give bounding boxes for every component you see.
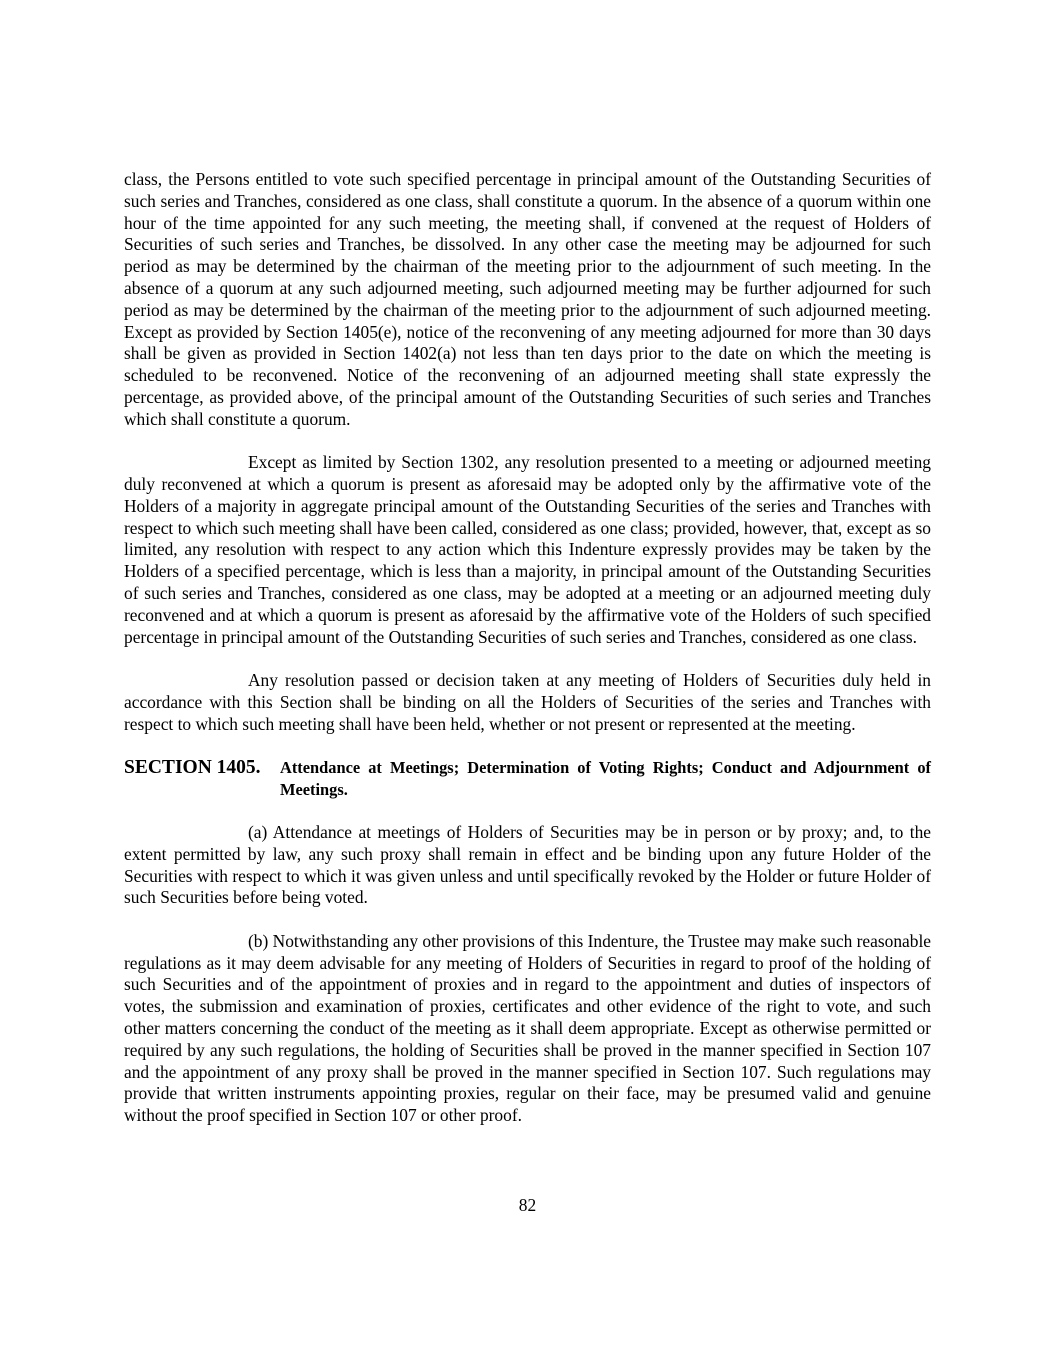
document-body xyxy=(124,169,931,1149)
page-number: 82 xyxy=(518,1195,537,1215)
paragraph-quorum: class, the Persons entitled to vote such specified percentage in principal amount of the Outstanding Securities of such series and Tranches, considered as one class, shall constitute a quorum. In the absence of a quorum within one hour of the time appointed for any such meeting, the meeting shall, if convened at the request of Holders of Securities of such series and Tranches, be dissolved. In any other case the meeting may be adjourned for such period as may be determined by the chairman of the meeting prior to the adjournment of such meeting. In the absence of a quorum at any such adjourned meeting, such adjourned meeting may be further adjourned for such period as may be determined by the chairman of the meeting prior to the adjournment of such adjourned meeting. Except as provided by Section 1405(e), notice of the reconvening of any meeting adjourned for more than 30 days shall be given as provided in Section 1402(a) not less than ten days prior to the date on which the meeting is scheduled to be reconvened. Notice of the reconvening of an adjourned meeting shall state expressly the percentage, as provided above, of the principal amount of the Outstanding Securities of such series and Tranches which shall constitute a quorum. xyxy=(124,169,931,429)
section-heading xyxy=(124,757,931,801)
paragraph-attendance: (a) Attendance at meetings of Holders of Securities may be in person or by proxy; and, to the extent permitted by law, any such proxy shall remain in effect and be binding upon any future Holder of the Securities with respect to which it was given unless and until specifically revoked by the Holder or future Holder of such Securities before being voted. xyxy=(124,822,931,908)
paragraph-resolution-binding: Any resolution passed or decision taken at any meeting of Holders of Securities duly held in accordance with this Section shall be binding on all the Holders of Securities of the series and Tranches with respect to which such meeting shall have been held, whether or not present or represented at the meeting. xyxy=(124,669,931,734)
paragraph-resolution-vote: Except as limited by Section 1302, any resolution presented to a meeting or adjourned meeting duly reconvened at which a quorum is present as aforesaid may be adopted only by the affirmative vote of the Holders of a majority in aggregate principal amount of the Outstanding Securities of the series and Tranches with respect to which such meeting shall have been called, considered as one class; provided, however, that, except as so limited, any resolution with respect to any action which this Indenture expressly provides may be taken by the Holders of a specified percentage, which is less than a majority, in principal amount of the Outstanding Securities of such series and Tranches, considered as one class, may be adopted at a meeting or an adjourned meeting duly reconvened and at which a quorum is present as aforesaid by the affirmative vote of the Holders of such specified percentage in principal amount of the Outstanding Securities of such series and Tranches, considered as one class. xyxy=(124,452,931,647)
paragraph-regulations: (b) Notwithstanding any other provisions of this Indenture, the Trustee may make such reasonable regulations as it may deem advisable for any meeting of Holders of Securities in regard to proof of the holding of such Securities and of the appointment of proxies and in regard to the appointment and duties of inspectors of votes, the submission and examination of proxies, certificates and other evidence of the right to vote, and such other matters concerning the conduct of the meeting as it shall deem appropriate. Except as otherwise permitted or required by any such regulations, the holding of Securities shall be proved in the manner specified in Section 107 and the appointment of any proxy shall be proved in the manner specified in Section 107. Such regulations may provide that written instruments appointing proxies, regular on their face, may be presumed valid and genuine without the proof specified in Section 107 or other proof. xyxy=(124,930,931,1126)
section-number: SECTION 1405. xyxy=(124,756,261,778)
section-title: Attendance at Meetings; Determination of Voting Rights; Conduct and Adjournment of Meetings. xyxy=(280,757,931,799)
